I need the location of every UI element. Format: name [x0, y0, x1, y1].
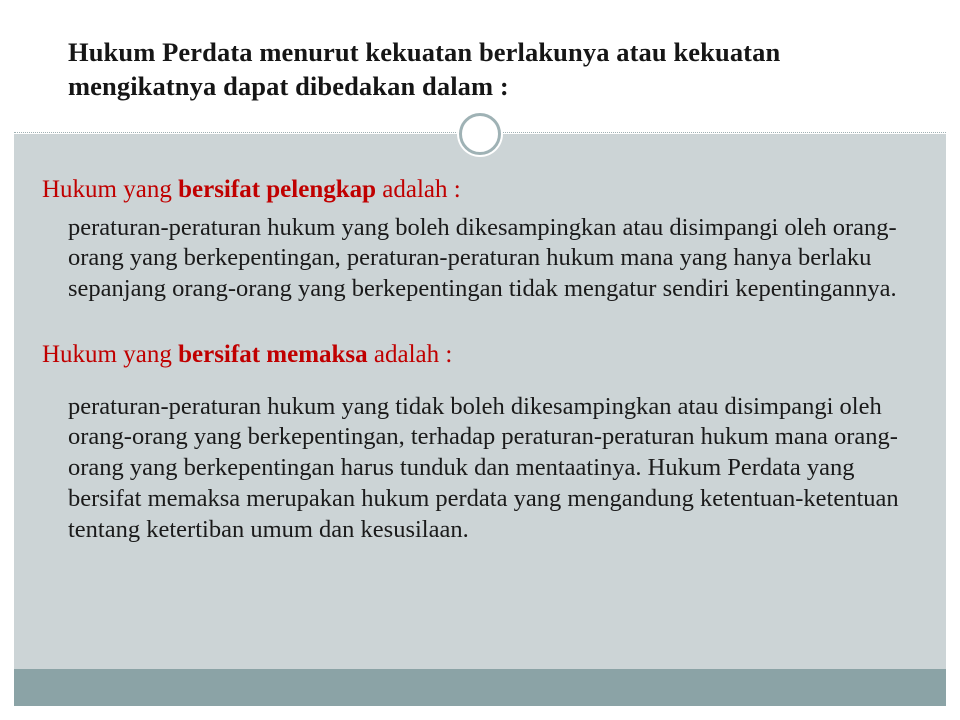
section-1-lead — [42, 174, 918, 207]
section-1-body: peraturan-peraturan hukum yang boleh dikesampingkan atau disimpangi oleh orang-orang yang berkepentingan, peraturan-peraturan hukum mana yang hanya berlaku sepanjang orang-orang yang berkepentingan tidak mengatur sendiri kepentingannya. — [68, 213, 897, 303]
section-2-body: peraturan-peraturan hukum yang tidak boleh dikesampingkan atau disimpangi oleh orang-orang yang berkepentingan, terhadap peraturan-peraturan hukum mana orang-orang yang berkepentingan harus tunduk dan mentaatinya. Hukum Perdata yang bersifat memaksa merupakan hukum perdata yang mengandung ketentuan-ketentuan tentang ketertiban umum dan kesusilaan. — [68, 392, 899, 544]
page-title: Hukum Perdata menurut kekuatan berlakunya atau kekuatan mengikatnya dapat dibedakan dalam : — [68, 37, 781, 101]
section-1-lead-bold: bersifat pelengkap — [178, 176, 377, 203]
section-2-lead-prefix: Hukum yang — [42, 341, 179, 369]
section-2-lead-bold: bersifat memaksa — [178, 341, 368, 369]
section-1-lead-suffix: adalah : — [376, 176, 461, 203]
lead-body-spacer — [42, 378, 918, 392]
section-2-lead-suffix: adalah : — [367, 341, 453, 369]
slide-body — [14, 134, 946, 669]
footer-band — [14, 669, 946, 706]
section-spacer — [42, 305, 918, 339]
slide-inner — [14, 14, 946, 706]
section-1-lead-prefix: Hukum yang — [42, 176, 179, 203]
section-2-lead — [42, 339, 918, 372]
circle-ornament-icon — [459, 113, 501, 155]
